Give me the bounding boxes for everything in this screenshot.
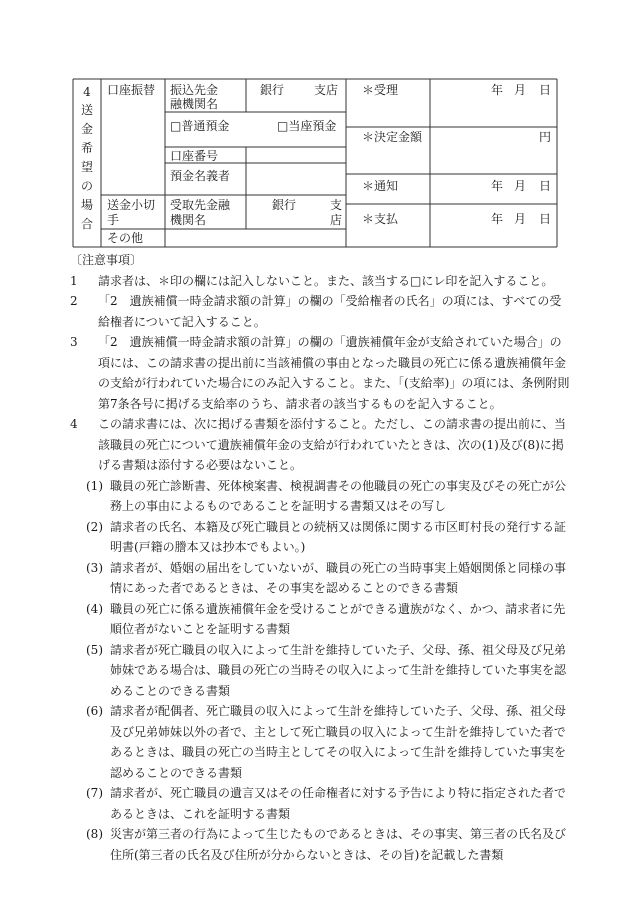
subitem-number: (6) — [86, 704, 103, 718]
recipient-bank-label: 機関名 — [170, 213, 207, 227]
note-subitem — [70, 783, 570, 824]
day-unit: 日 — [539, 212, 552, 226]
decided-amount-label: ＊決定金額 — [362, 130, 423, 144]
section-label: 希 — [80, 141, 94, 155]
other-label: その他 — [107, 231, 144, 245]
note-subitem — [70, 599, 570, 640]
current-deposit-checkbox[interactable]: □当座預金 — [277, 119, 337, 133]
yen-unit: 円 — [539, 130, 552, 144]
bank-name-label: 振込先金 — [170, 83, 219, 97]
recipient-branch-suffix: 店 — [330, 213, 343, 227]
note-subitem — [70, 558, 570, 599]
year-unit: 年 — [491, 83, 504, 97]
section-label: 4 — [83, 85, 91, 99]
notice-label: ＊通知 — [362, 179, 399, 193]
note-subitem — [70, 701, 570, 783]
note-number: 2 — [70, 294, 78, 308]
subitem-text: 請求者が、死亡職員の遺言又はその任命権者に対する予告により特に指定された者であるときは、これを証明する書類 — [110, 786, 567, 821]
section-label: 送 — [80, 103, 94, 117]
month-unit: 月 — [514, 212, 527, 226]
subitem-text: 請求者の氏名、本籍及び死亡職員との続柄又は関係に関する市区町村長の発行する証明書(戸籍の謄本又は抄本でもよい。) — [110, 519, 567, 554]
note-text: 「2 遺族補償一時金請求額の計算」の欄の「受給権者の氏名」の項には、すべての受給権者について記入すること。 — [98, 294, 562, 329]
subitem-number: (4) — [86, 601, 103, 616]
ordinary-deposit-checkbox[interactable]: □普通預金 — [170, 119, 230, 133]
recipient-bank-suffix: 銀行 — [272, 198, 297, 212]
subitem-number: (5) — [86, 642, 103, 657]
note-subitem — [70, 824, 570, 865]
subitem-text: 職員の死亡に係る遺族補償年金を受けることができる遺族がなく、かつ、請求者に先順位者がないことを証明する書類 — [110, 601, 566, 636]
subitem-text: 請求者が死亡職員の収入によって生計を維持していた子、父母、孫、祖父母及び兄弟姉妹である場合は、職員の死亡の当時その収入によって生計を維持していた事実を認めることのできる書類 — [110, 642, 567, 698]
recipient-bank-label: 受取先金融 — [170, 198, 231, 212]
subitem-text: 請求者が配偶者、死亡職員の収入によって生計を維持していた子、父母、孫、祖父母及び兄弟姉妹以外の者で、主として死亡職員の収入によって生計を維持していた者であるときは、職員の死亡の当時主としてその収入によって生計を維持していた事実を認めることのできる書類 — [110, 704, 567, 780]
note-number: 4 — [70, 417, 78, 431]
received-label: ＊受理 — [362, 83, 399, 97]
bank-suffix: 銀行 — [260, 83, 285, 97]
bank-name-label: 融機関名 — [170, 97, 219, 111]
note-subitem — [70, 640, 570, 702]
subitem-number: (3) — [86, 560, 103, 575]
subitem-number: (2) — [86, 519, 103, 534]
month-unit: 月 — [514, 83, 527, 97]
remittance-check-label: 送金小切 — [107, 198, 156, 212]
bank-transfer-label: 口座振替 — [107, 83, 156, 97]
note-item — [70, 414, 570, 476]
branch-suffix: 支店 — [314, 83, 339, 97]
remittance-form-table — [0, 0, 630, 260]
section-label: の — [80, 179, 94, 193]
section-label: 望 — [80, 160, 94, 174]
payment-label: ＊支払 — [362, 212, 399, 226]
account-number-label: 口座番号 — [170, 149, 219, 163]
subitem-text: 請求者が、婚姻の届出をしていないが、職員の死亡の当時事実上婚姻関係と同様の事情にあった者であるときは、その事実を認めることのできる書類 — [110, 560, 567, 595]
note-item — [70, 332, 570, 414]
note-text: この請求書には、次に掲げる書類を添付すること。ただし、この請求書の提出前に、当該職員の死亡について遺族補償年金の支給が行われていたときは、次の(1)及び(8)に掲げる書類は添付する必要はないこと。 — [98, 417, 567, 472]
notes-section — [70, 250, 570, 865]
remittance-check-label: 手 — [107, 213, 120, 227]
day-unit: 日 — [539, 179, 552, 193]
note-subitem — [70, 476, 570, 517]
year-unit: 年 — [491, 212, 504, 226]
note-number: 3 — [70, 335, 78, 349]
note-subitem — [70, 517, 570, 558]
note-text: 請求者は、＊印の欄には記入しないこと。また、該当する□にレ印を記入すること。 — [98, 273, 554, 288]
note-item — [70, 291, 570, 332]
year-unit: 年 — [491, 179, 504, 193]
day-unit: 日 — [539, 83, 552, 97]
subitem-number: (1) — [86, 478, 103, 493]
notes-heading: 〔注意事項〕 — [70, 253, 143, 267]
subitem-text: 職員の死亡診断書、死体検案書、検視調書その他職員の死亡の事実及びその死亡が公務上の事由によるものであることを証明する書類又はその写し — [110, 478, 567, 513]
subitem-text: 災害が第三者の行為によって生じたものであるときは、その事実、第三者の氏名及び住所(第三者の氏名及び住所が分からないときは、その旨)を記載した書類 — [110, 827, 567, 862]
month-unit: 月 — [514, 179, 527, 193]
section-label: 金 — [80, 122, 94, 136]
note-number: 1 — [70, 273, 78, 288]
section-label: 合 — [80, 217, 94, 231]
account-holder-label: 預金名義者 — [170, 169, 231, 183]
note-text: 「2 遺族補償一時金請求額の計算」の欄の「遺族補償年金が支給されていた場合」の項には、この請求書の提出前に当該補償の事由となった職員の死亡に係る遺族補償年金の支給が行われていた場合にのみ記入すること。また、「(支給率)」の項には、条例附則第7条各号に掲げる支給率のうち、請求者の該当するものを記入すること。 — [98, 335, 570, 411]
subitem-number: (7) — [86, 786, 103, 800]
section-label: 場 — [80, 198, 94, 212]
subitem-number: (8) — [86, 827, 103, 841]
note-item — [70, 271, 570, 292]
recipient-branch-suffix: 支 — [330, 198, 343, 212]
